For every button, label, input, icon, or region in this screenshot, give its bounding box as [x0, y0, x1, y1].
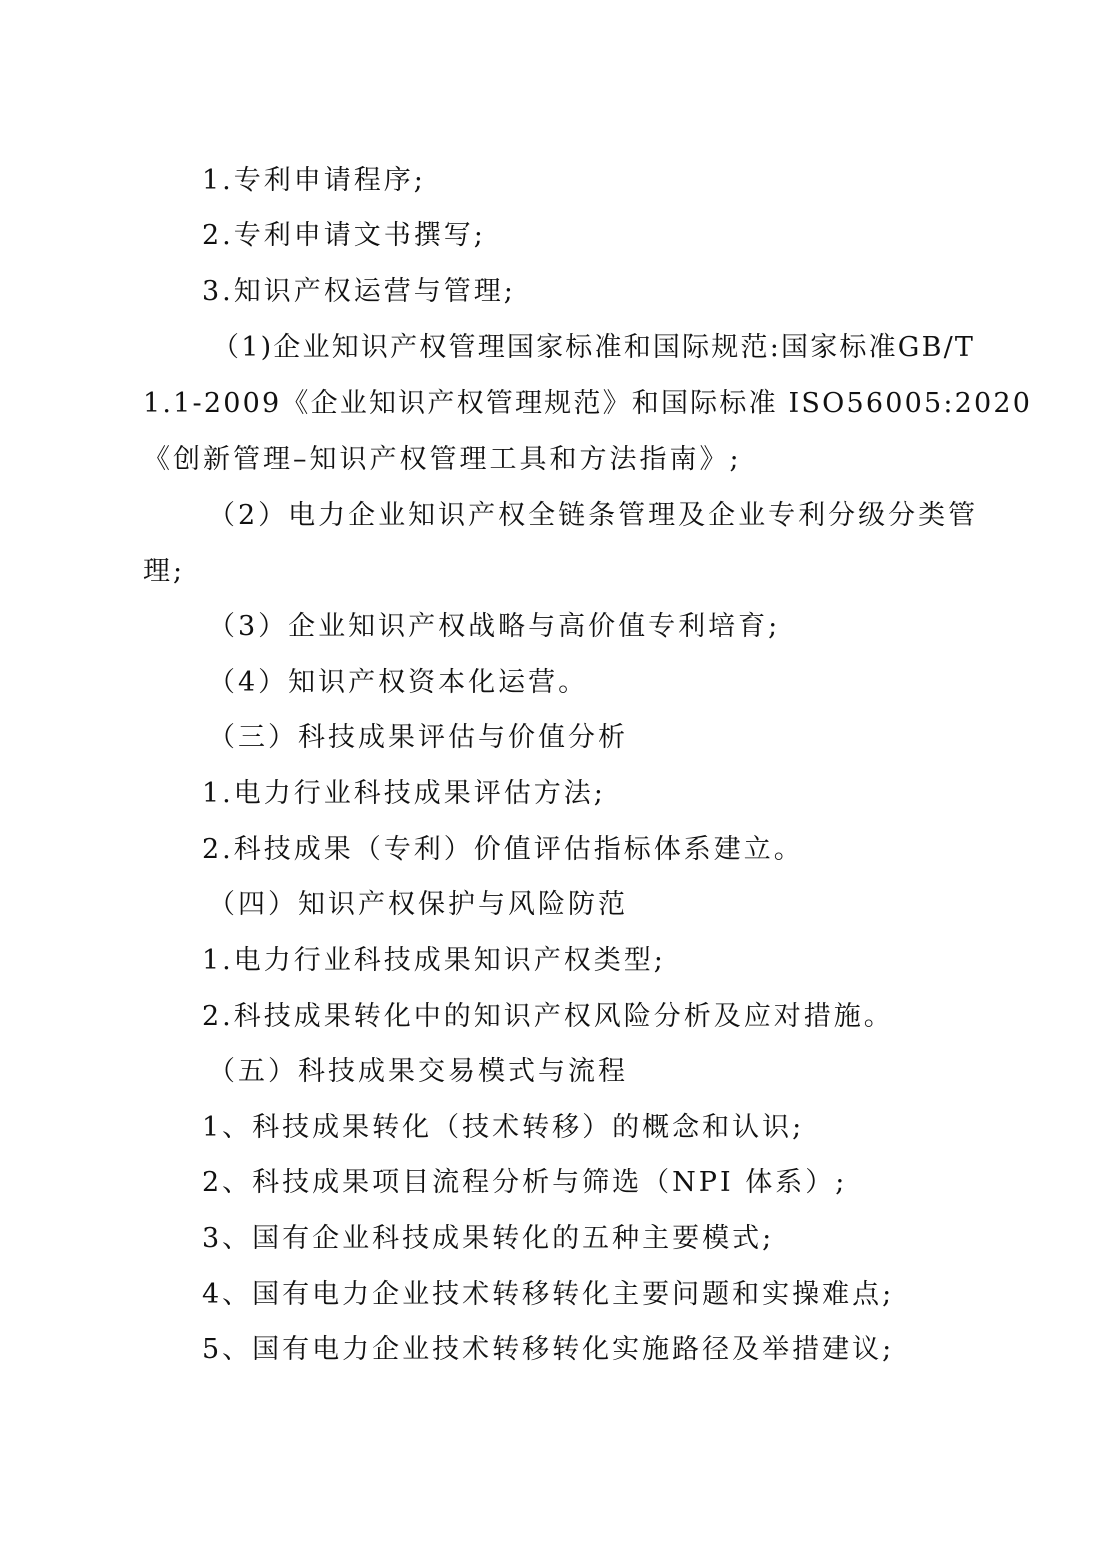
list-item-patent-procedure: 1.专利申请程序;: [202, 165, 426, 196]
section-heading-3: （三）科技成果评估与价值分析: [208, 722, 628, 753]
sub-item-2-line-1: （2）电力企业知识产权全链条管理及企业专利分级分类管: [208, 500, 979, 531]
list-item-ip-operation: 3.知识产权运营与管理;: [202, 276, 516, 307]
list-item-evaluation-index: 2.科技成果（专利）价值评估指标体系建立。: [202, 834, 804, 865]
section-heading-5: （五）科技成果交易模式与流程: [208, 1056, 628, 1087]
sub-item-1-line-1: （1)企业知识产权管理国家标准和国际规范:国家标准GB/T: [212, 332, 976, 363]
list-item-patent-writing: 2.专利申请文书撰写;: [202, 220, 486, 251]
sub-item-2-line-2: 理;: [143, 556, 186, 587]
sub-item-1-line-3: 《创新管理–知识产权管理工具和方法指南》;: [143, 444, 742, 475]
list-item-implementation-path: 5、国有电力企业技术转移转化实施路径及举措建议;: [202, 1334, 895, 1365]
list-item-npi-system: 2、科技成果项目流程分析与筛选（NPI 体系）;: [202, 1167, 848, 1198]
sub-item-3: （3）企业知识产权战略与高价值专利培育;: [208, 611, 781, 642]
list-item-transfer-concept: 1、科技成果转化（技术转移）的概念和认识;: [202, 1112, 805, 1143]
section-heading-4: （四）知识产权保护与风险防范: [208, 889, 628, 920]
list-item-five-modes: 3、国有企业科技成果转化的五种主要模式;: [202, 1223, 775, 1254]
sub-item-4: （4）知识产权资本化运营。: [208, 667, 589, 698]
sub-item-1-line-2: 1.1-2009《企业知识产权管理规范》和国际标准 ISO56005:2020: [143, 388, 1033, 419]
list-item-ip-types: 1.电力行业科技成果知识产权类型;: [202, 945, 666, 976]
list-item-ip-risk: 2.科技成果转化中的知识产权风险分析及应对措施。: [202, 1001, 894, 1032]
list-item-evaluation-method: 1.电力行业科技成果评估方法;: [202, 778, 606, 809]
list-item-key-issues: 4、国有电力企业技术转移转化主要问题和实操难点;: [202, 1279, 895, 1310]
